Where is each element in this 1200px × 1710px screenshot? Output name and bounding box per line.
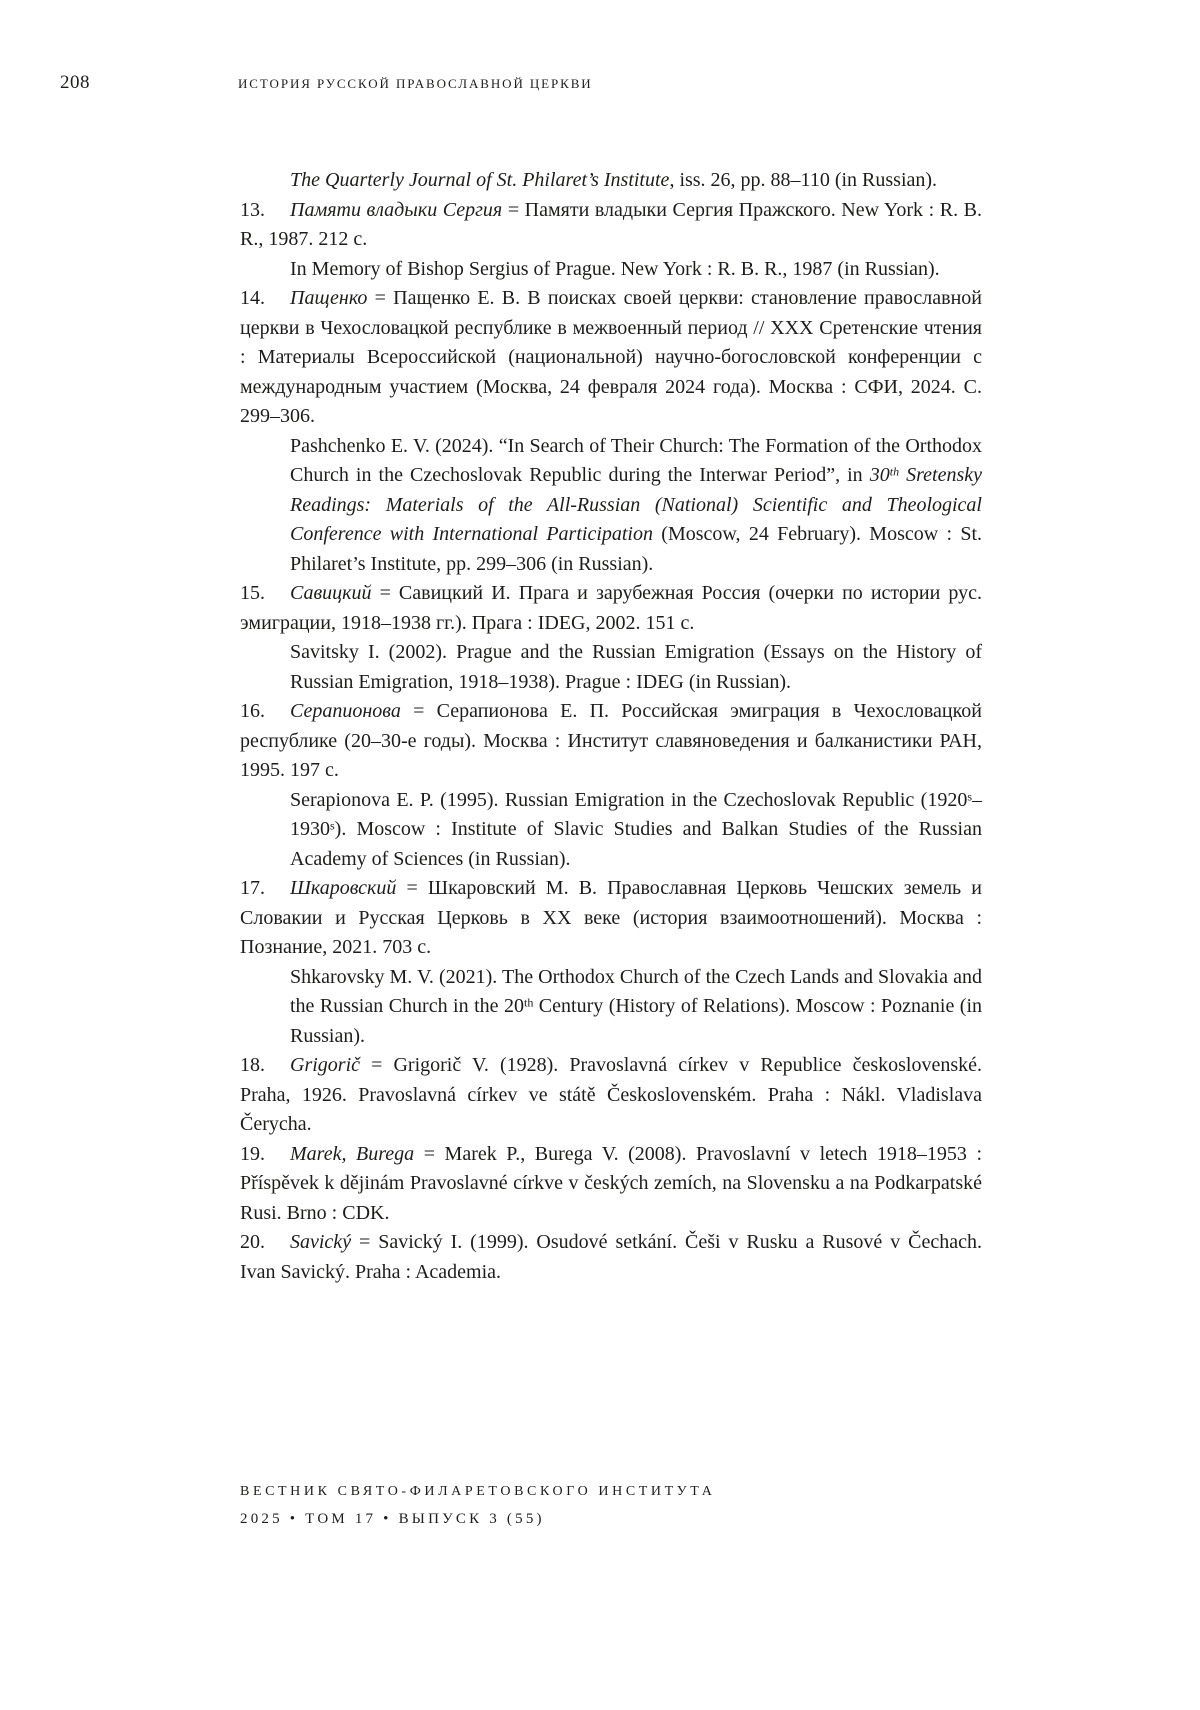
text-run: Серапионова [290, 700, 401, 722]
text-run: Pashchenko E. V. (2024). “In Search of Their Church: The Formation of the Orthodox Church in the Czechoslovak Republic during the Interwar Period”, in [290, 434, 982, 486]
text-run: s [967, 789, 972, 804]
entry-number: 14. [240, 287, 265, 309]
entry-number: 19. [240, 1142, 265, 1165]
text-run: Savický [290, 1231, 352, 1253]
bibliography-translation [290, 963, 982, 1052]
text-run: Grigorič [290, 1054, 360, 1076]
text-run: 30 [869, 464, 890, 486]
text-run: = Памяти владыки Сергия Пражского. New York : R. B. R., 1987. 212 с. [240, 198, 982, 250]
bibliography-entry [240, 1228, 982, 1287]
text-run: Пащенко [290, 287, 368, 309]
page-number: 208 [60, 72, 90, 93]
text-run: Marek, Burega [290, 1142, 415, 1165]
page-header [0, 72, 1200, 102]
entry-number: 16. [240, 700, 265, 722]
text-run: –1930 [290, 788, 982, 840]
text-run: = Серапионова Е. П. Российская эмиграция в Чехословацкой республике (20–30-е годы). Москва : Институт славяноведения и балканистики РАН, 1995. 197 с. [240, 700, 982, 781]
text-run: (Moscow, 24 February). Moscow : St. Philaret’s Institute, pp. 299–306 (in Russian). [290, 523, 982, 575]
journal-title-footer: ВЕСТНИК СВЯТО-ФИЛАРЕТОВСКОГО ИНСТИТУТА [240, 1484, 716, 1499]
text-run: = Пащенко Е. В. В поисках своей церкви: становление православной церкви в Чехословацкой республике в межвоенный период // XXX Сретенские чтения : Материалы Всероссийской (национальной) научно-богословской конференции с международным участием (Москва, 24 февраля 2024 года). Москва : СФИ, 2024. С. 299–306. [240, 287, 982, 427]
text-run: Shkarovsky M. V. (2021). The Orthodox Church of the Czech Lands and Slovakia and the Russian Church in the 20 [290, 965, 982, 1017]
entry-number: 18. [240, 1054, 265, 1076]
text-run: Sretensky Readings: Materials of the All-Russian (National) Scientific and Theological Conference with International Participation [290, 464, 983, 545]
text-run: = Савицкий И. Прага и зарубежная Россия (очерки по истории рус. эмиграции, 1918–1938 гг.). Прага : IDEG, 2002. 151 с. [240, 582, 982, 634]
text-run: The Quarterly Journal of St. Philaret’s Institute [290, 169, 670, 191]
bibliography-entry [240, 1051, 982, 1140]
bibliography-entry [240, 284, 982, 432]
text-run: In Memory of Bishop Sergius of Prague. New York : R. B. R., 1987 (in Russian). [290, 257, 940, 280]
bibliography-translation [290, 638, 982, 697]
text-run: ). Moscow : Institute of Slavic Studies and Balkan Studies of the Russian Academy of Sciences (in Russian). [290, 818, 982, 870]
bibliography-translation [290, 166, 982, 196]
page-footer [240, 1484, 715, 1528]
bibliography-entry [240, 697, 982, 786]
bibliography-translation [290, 255, 982, 285]
text-run: Serapionova E. P. (1995). Russian Emigration in the Czechoslovak Republic (1920 [290, 788, 968, 811]
text-run: , iss. 26, pp. 88–110 (in Russian). [669, 169, 938, 191]
entry-number: 17. [240, 877, 265, 899]
bibliography-entry [240, 579, 982, 638]
bibliography-translation [290, 432, 982, 580]
text-run: Savitsky I. (2002). Prague and the Russian Emigration (Essays on the History of Russian Emigration, 1918–1938). Prague : IDEG (in Russian). [290, 641, 982, 693]
text-run: Савицкий [290, 582, 372, 604]
bibliography-entry [240, 196, 982, 255]
bibliography [240, 166, 982, 1287]
bibliography-entry [240, 874, 982, 963]
text-run: th [523, 995, 534, 1010]
text-run: Шкаровский [290, 877, 397, 899]
text-run: s [330, 818, 335, 833]
bibliography-entry [240, 1140, 982, 1229]
entry-number: 20. [240, 1231, 265, 1253]
issue-info-footer: 2025 • ТОМ 17 • ВЫПУСК 3 (55) [240, 1511, 545, 1527]
text-run: = Шкаровский М. В. Православная Церковь Чешских земель и Словакии и Русская Церковь в XX веке (история взаимоотношений). Москва : Познание, 2021. 703 с. [240, 877, 982, 958]
text-run: = Marek P., Burega V. (2008). Pravoslavní v letech 1918–1953 : Příspěvek k dějinám Pravoslavné církve v českých zemích, na Slovensku a na Podkarpatské Rusi. Brno : CDK. [240, 1142, 982, 1224]
text-run: Памяти владыки Сергия [290, 198, 503, 221]
text-run: = Grigorič V. (1928). Pravoslavná církev v Republice československé. Praha, 1926. Pravoslavná církev ve státě Československém. Praha : Nákl. Vladislava Čerycha. [240, 1054, 982, 1135]
text-run: = Savický I. (1999). Osudové setkání. Češi v Rusku a Rusové v Čechach. Ivan Savický. Praha : Academia. [240, 1231, 982, 1283]
text-run: Century (History of Relations). Moscow : Poznanie (in Russian). [290, 995, 983, 1047]
text-run: th [889, 464, 900, 479]
entry-number: 13. [240, 198, 265, 221]
bibliography-translation [290, 786, 982, 875]
entry-number: 15. [240, 582, 265, 604]
running-head: ИСТОРИЯ РУССКОЙ ПРАВОСЛАВНОЙ ЦЕРКВИ [238, 76, 593, 91]
